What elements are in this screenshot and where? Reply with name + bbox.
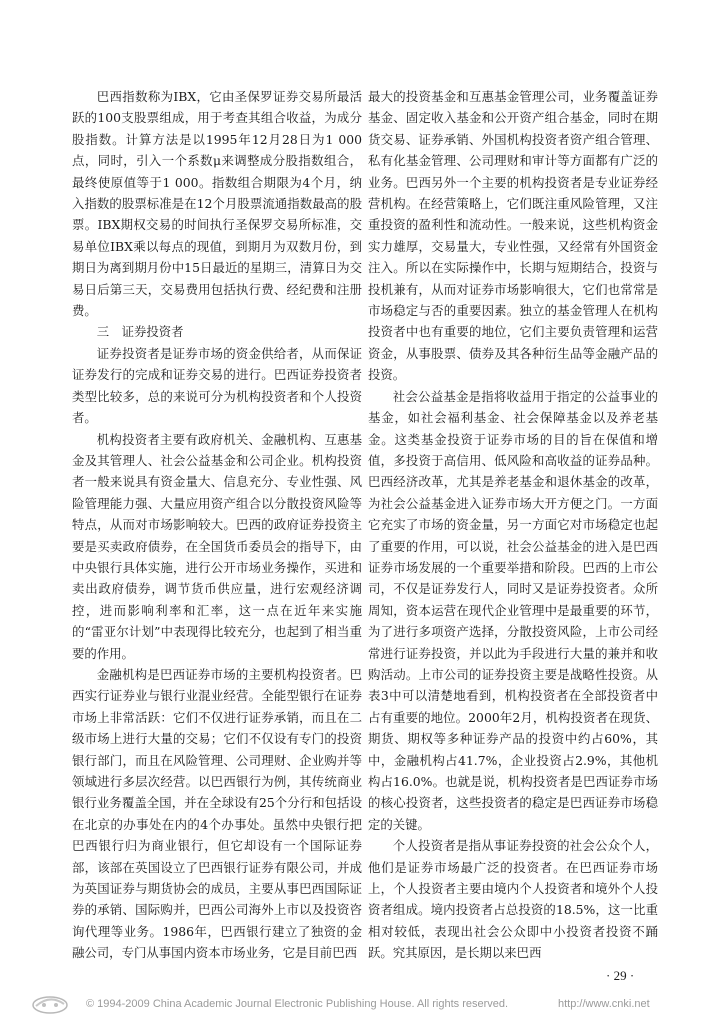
right-column xyxy=(368,86,658,964)
paragraph-financial-institutions: 金融机构是巴西证券市场的主要机构投资者。巴西实行证券业与银行业混业经营。全能型银行在证券市场上非常活跃：它们不仅进行证券承销，而且在二级市场上进行大量的交易；它们不仅设有专门的投资银行部门，而且在风险管理、公司理财、企业购并等领域进行多层次经营。以巴西银行为例，其传统商业银行业务覆盖全国，并在全球设有25个分行和包括设在北京的办事处在内的4个办事处。虽然中央银行把巴西银行归为商业银行，但它却设有一个国际证券部，该部在英国设立了巴西银行证券有限公司，并成为英国证券与期货协会的成员，主要从事巴西国际证券的承销、国际购并，巴西公司海外上市以及投资咨询代理等业务。1986年，巴西银行建立了独资的金融公司，专门从事国内资本市场业务，它是目前巴西 xyxy=(72,666,362,961)
paragraph-ibx-index: 巴西指数称为IBX，它由圣保罗证券交易所最活跃的100支股票组成，用于考查其组合收益，为成分股指数。计算方法是以1995年12月28日为1 000点，同时，引入一个系数μ来调整成分股指数组合，最终使原值等于1 000。指数组合期限为4个月，纳入指数的股票标准是在12个月股票流通指数最高的股票。IBX期权交易的时间执行圣保罗交易所标准，交易单位IBX乘以每点的现值，到期月为双数月份，到期日为离到期月份中15日最近的星期三，清算日为交易日后第三天，交易费用包括执行费、经纪费和注册费。 xyxy=(72,89,362,319)
copyright-notice: © 1994-2009 China Academic Journal Electronic Publishing House. All rights reserved. xyxy=(86,998,509,1010)
page-number: · 29 · xyxy=(606,968,635,983)
paragraph-institutional-investors: 机构投资者主要有政府机关、金融机构、互惠基金及其管理人、社会公益基金和公司企业。机构投资者一般来说具有资金量大、信息充分、专业性强、风险管理能力强、大量应用资产组合以分散投资风险等特点，从而对市场影响较大。巴西的政府证券投资主要是买卖政府债券，在全国货币委员会的指导下，由中央银行具体实施，进行公开市场业务操作，买进和卖出政府债券，调节货币供应量，进行宏观经济调控，进而影响利率和汇率，这一点在近年来实施的“雷亚尔计划”中表现得比较充分，也起到了相当重要的作用。 xyxy=(72,431,362,661)
left-column xyxy=(72,86,362,964)
paragraph-investor-overview: 证券投资者是证券市场的资金供给者，从而保证证券发行的完成和证券交易的进行。巴西证券投资者类型比较多，总的来说可分为机构投资者和个人投资者。 xyxy=(72,345,362,426)
section-heading-investors: 三 证券投资者 xyxy=(96,324,184,340)
paragraph-individual-investors: 个人投资者是指从事证券投资的社会公众个人，他们是证券市场最广泛的投资者。在巴西证券市场上，个人投资者主要由境内个人投资者和境外个人投资者组成。境内投资者占总投资的18.5%，这一比重相对较低，表现出社会公众即中小投资者投资不踊跃。究其原因，是长期以来巴西 xyxy=(368,838,658,961)
paragraph-public-welfare-funds: 社会公益基金是指将收益用于指定的公益事业的基金，如社会福利基金、社会保障基金以及养老基金。这类基金投资于证券市场的目的旨在保值和增值，多投资于高信用、低风险和高收益的证券品种。巴西经济改革，尤其是养老基金和退休基金的改革，为社会公益基金进入证券市场大开方便之门。一方面它充实了市场的资金量，另一方面它对市场稳定也起了重要的作用，可以说，社会公益基金的进入是巴西证券市场发展的一个重要举措和阶段。巴西的上市公司，不仅是证券发行人，同时又是证券投资者。众所周知，资本运营在现代企业管理中是最重要的环节，为了进行多项资产选择，分散投资风险，上市公司经常进行证券投资，并以此为手段进行大量的兼并和收购活动。上市公司的证券投资主要是战略性投资。从表3中可以清楚地看到，机构投资者在全部投资者中占有重要的地位。2000年2月，机构投资者在现货、期货、期权等多种证券产品的投资中约占60%，其中，金融机构占41.7%，企业投资占2.9%，其他机构占16.0%。也就是说，机构投资者是巴西证券市场的核心投资者，这些投资者的稳定是巴西证券市场稳定的关键。 xyxy=(368,388,658,832)
footer-url[interactable]: http://www.cnki.net xyxy=(558,998,650,1010)
paragraph-fund-management: 最大的投资基金和互惠基金管理公司，业务覆盖证券基金、固定收入基金和公开资产组合基金，同时在期货交易、证券承销、外国机构投资者资产组合管理、私有化基金管理、公司理财和审计等方面都有广泛的业务。巴西另外一个主要的机构投资者是专业证券经营机构。在经营策略上，它们既注重风险管理，又注重投资的盈利性和流动性。一般来说，这些机构资金实力雄厚，交易量大，专业性强，又经常有外国资金注入。所以在实际操作中，长期与短期结合，投资与投机兼有，从而对证券市场影响很大，它们也常常是市场稳定与否的重要因素。独立的基金管理人在机构投资者中也有重要的地位，它们主要负责管理和运营资金，从事股票、债券及其各种衍生品等金融产品的投资。 xyxy=(368,89,658,383)
footer xyxy=(0,990,703,1024)
cajeph-logo-icon xyxy=(30,992,70,1016)
